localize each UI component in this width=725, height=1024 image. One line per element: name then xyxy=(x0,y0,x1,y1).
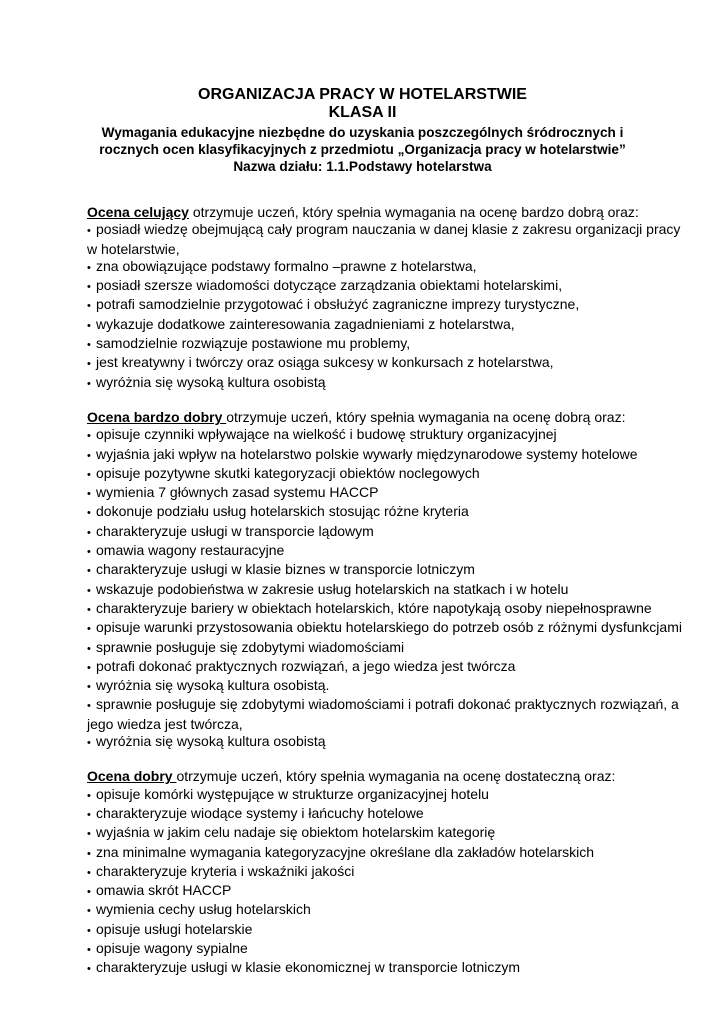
list-item-text: opisuje warunki przystosowania obiektu hotelarskiego do potrzeb osób z różnymi dysfunkcjami xyxy=(96,619,682,636)
bullet-icon: • xyxy=(87,526,91,539)
list-item xyxy=(87,484,687,503)
bullet-icon: • xyxy=(87,847,91,860)
list-item-text: opisuje czynniki wpływające na wielkość i budowę struktury organizacyjnej xyxy=(96,426,557,443)
bullet-icon: • xyxy=(87,886,91,899)
section-intro xyxy=(87,204,687,221)
bullet-icon: • xyxy=(87,737,91,750)
section-intro-text: otrzymuje uczeń, który spełnia wymagania na ocenę dostateczną oraz: xyxy=(176,768,616,785)
list-item xyxy=(87,542,687,561)
list-item xyxy=(87,844,687,863)
list-item-text: opisuje pozytywne skutki kategoryzacji obiektów noclegowych xyxy=(96,464,480,481)
section-intro xyxy=(87,409,687,426)
list-item-text: jest kreatywny i twórczy oraz osiąga sukcesy w konkursach z hotelarstwa, xyxy=(96,354,554,371)
subtitle-line-1: Wymagania edukacyjne niezbędne do uzyskania poszczególnych śródrocznych i xyxy=(101,125,624,140)
list-item xyxy=(87,863,687,882)
grade-label: Ocena celujący xyxy=(87,204,189,220)
bullet-icon: • xyxy=(87,546,91,559)
list-item xyxy=(87,882,687,901)
bullet-icon: • xyxy=(87,300,91,313)
list-item xyxy=(87,354,687,373)
list-item-text: wskazuje podobieństwa w zakresie usług hotelarskich na statkach i w hotelu xyxy=(96,580,569,597)
list-item xyxy=(87,733,687,752)
section-name: Nazwa działu: 1.1.Podstawy hotelarstwa xyxy=(233,159,492,174)
bullet-icon: • xyxy=(87,468,91,481)
list-item-text: wyróżnia się wysoką kultura osobistą. xyxy=(96,677,330,694)
grade-label: Ocena dobry xyxy=(87,768,177,785)
bullet-icon: • xyxy=(87,866,91,879)
requirements-content xyxy=(87,204,687,979)
list-item-text: charakteryzuje usługi w transporcie lądowym xyxy=(96,522,374,539)
list-item xyxy=(87,619,687,638)
list-item-text: omawia wagony restauracyjne xyxy=(96,542,285,559)
list-item xyxy=(87,600,687,619)
list-item-text: opisuje komórki występujące w strukturze organizacyjnej hotelu xyxy=(96,785,489,802)
list-item-text: zna minimalne wymagania kategoryzacyjne określane dla zakładów hotelarskich xyxy=(96,843,595,860)
list-item xyxy=(87,921,687,940)
list-item-text: charakteryzuje usługi w klasie biznes w transporcie lotniczym xyxy=(96,561,475,578)
list-item-text: wyjaśnia jaki wpływ na hotelarstwo polskie wywarły międzynarodowe systemy hotelowe xyxy=(96,445,638,462)
list-item-text: sprawnie posługuje się zdobytymi wiadomościami xyxy=(96,638,405,655)
list-item-text: potrafi samodzielnie przygotować i obsłużyć zagraniczne imprezy turystyczne, xyxy=(96,296,580,313)
list-item xyxy=(87,561,687,580)
list-item xyxy=(87,258,687,277)
list-item-text: charakteryzuje bariery w obiektach hotelarskich, które napotykają osoby niepełnosprawne xyxy=(96,599,652,616)
bullet-icon: • xyxy=(87,661,91,674)
bullet-icon: • xyxy=(87,449,91,462)
list-item-text: omawia skrót HACCP xyxy=(96,882,232,899)
list-item xyxy=(87,277,687,296)
list-item xyxy=(87,523,687,542)
bullet-icon: • xyxy=(87,261,91,274)
bullet-icon: • xyxy=(87,642,91,655)
requirements-list xyxy=(87,221,687,393)
bullet-icon: • xyxy=(87,565,91,578)
requirements-list xyxy=(87,426,687,752)
grade-label: Ocena bardzo dobry xyxy=(87,408,227,425)
list-item-text: wyjaśnia w jakim celu nadaje się obiektom hotelarskim kategorię xyxy=(96,824,496,841)
list-item-text: charakteryzuje wiodące systemy i łańcuchy hotelowe xyxy=(96,804,424,821)
list-item xyxy=(87,465,687,484)
section-intro-text: otrzymuje uczeń, który spełnia wymagania na ocenę bardzo dobrą oraz: xyxy=(188,204,639,220)
requirements-list xyxy=(87,786,687,979)
document-title: ORGANIZACJA PRACY W HOTELARSTWIE xyxy=(198,86,527,103)
bullet-icon: • xyxy=(87,808,91,821)
list-item xyxy=(87,316,687,335)
section-intro-text: otrzymuje uczeń, który spełnia wymagania na ocenę dobrą oraz: xyxy=(226,408,626,425)
bullet-icon: • xyxy=(87,339,91,352)
list-item xyxy=(87,426,687,445)
list-item-text: wyróżnia się wysoką kultura osobistą xyxy=(96,373,326,390)
list-item xyxy=(87,805,687,824)
bullet-icon: • xyxy=(87,789,91,802)
list-item-text: posiadł wiedzę obejmującą cały program nauczania w danej klasie z zakresu organizacji pracy w hotelarstwie, xyxy=(87,221,681,257)
bullet-icon: • xyxy=(87,623,91,636)
bullet-icon: • xyxy=(87,924,91,937)
section-intro xyxy=(87,768,687,785)
list-item-text: opisuje usługi hotelarskie xyxy=(96,920,253,937)
bullet-icon: • xyxy=(87,943,91,956)
list-item xyxy=(87,959,687,978)
list-item-text: sprawnie posługuje się zdobytymi wiadomościami i potrafi dokonać praktycznych rozwiązań, a jego wiedza jest twórcza, xyxy=(87,696,679,732)
class-line: KLASA II xyxy=(328,104,397,121)
list-item xyxy=(87,296,687,315)
list-item-text: wykazuje dodatkowe zainteresowania zagadnieniami z hotelarstwa, xyxy=(96,315,515,332)
list-item xyxy=(87,677,687,696)
list-item-text: opisuje wagony sypialne xyxy=(96,939,248,956)
bullet-icon: • xyxy=(87,681,91,694)
list-item xyxy=(87,658,687,677)
bullet-icon: • xyxy=(87,488,91,501)
list-item-text: wyróżnia się wysoką kultura osobistą xyxy=(96,733,326,750)
bullet-icon: • xyxy=(87,603,91,616)
list-item-text: samodzielnie rozwiązuje postawione mu problemy, xyxy=(96,335,411,352)
list-item-text: wymienia 7 głównych zasad systemu HACCP xyxy=(96,484,379,501)
grade-section-dobry xyxy=(87,768,687,978)
list-item-text: dokonuje podziału usług hotelarskich stosując różne kryteria xyxy=(96,503,469,520)
list-item xyxy=(87,446,687,465)
list-item-text: wymienia cechy usług hotelarskich xyxy=(96,901,311,918)
list-item xyxy=(87,374,687,393)
bullet-icon: • xyxy=(87,430,91,443)
list-item-text: charakteryzuje kryteria i wskaźniki jakości xyxy=(96,862,355,879)
bullet-icon: • xyxy=(87,828,91,841)
bullet-icon: • xyxy=(87,584,91,597)
grade-section-bardzo-dobry xyxy=(87,409,687,752)
list-item xyxy=(87,221,687,258)
list-item xyxy=(87,940,687,959)
bullet-icon: • xyxy=(87,225,91,238)
list-item xyxy=(87,581,687,600)
list-item-text: zna obowiązujące podstawy formalno –prawne z hotelarstwa, xyxy=(96,257,477,274)
list-item-text: posiadł szersze wiadomości dotyczące zarządzania obiektami hotelarskimi, xyxy=(96,277,563,294)
bullet-icon: • xyxy=(87,700,91,713)
list-item xyxy=(87,335,687,354)
bullet-icon: • xyxy=(87,319,91,332)
subtitle-line-2: rocznych ocen klasyfikacyjnych z przedmiotu „Organizacja pracy w hotelarstwie” xyxy=(99,142,626,157)
list-item xyxy=(87,696,687,733)
list-item-text: charakteryzuje usługi w klasie ekonomicznej w transporcie lotniczym xyxy=(96,959,521,976)
list-item xyxy=(87,786,687,805)
list-item xyxy=(87,639,687,658)
bullet-icon: • xyxy=(87,905,91,918)
grade-section-celujacy xyxy=(87,204,687,393)
bullet-icon: • xyxy=(87,281,91,294)
list-item-text: potrafi dokonać praktycznych rozwiązań, a jego wiedza jest twórcza xyxy=(96,657,516,674)
list-item xyxy=(87,901,687,920)
list-item xyxy=(87,503,687,522)
bullet-icon: • xyxy=(87,358,91,371)
document-header xyxy=(60,86,665,175)
bullet-icon: • xyxy=(87,377,91,390)
bullet-icon: • xyxy=(87,963,91,976)
bullet-icon: • xyxy=(87,507,91,520)
list-item xyxy=(87,824,687,843)
